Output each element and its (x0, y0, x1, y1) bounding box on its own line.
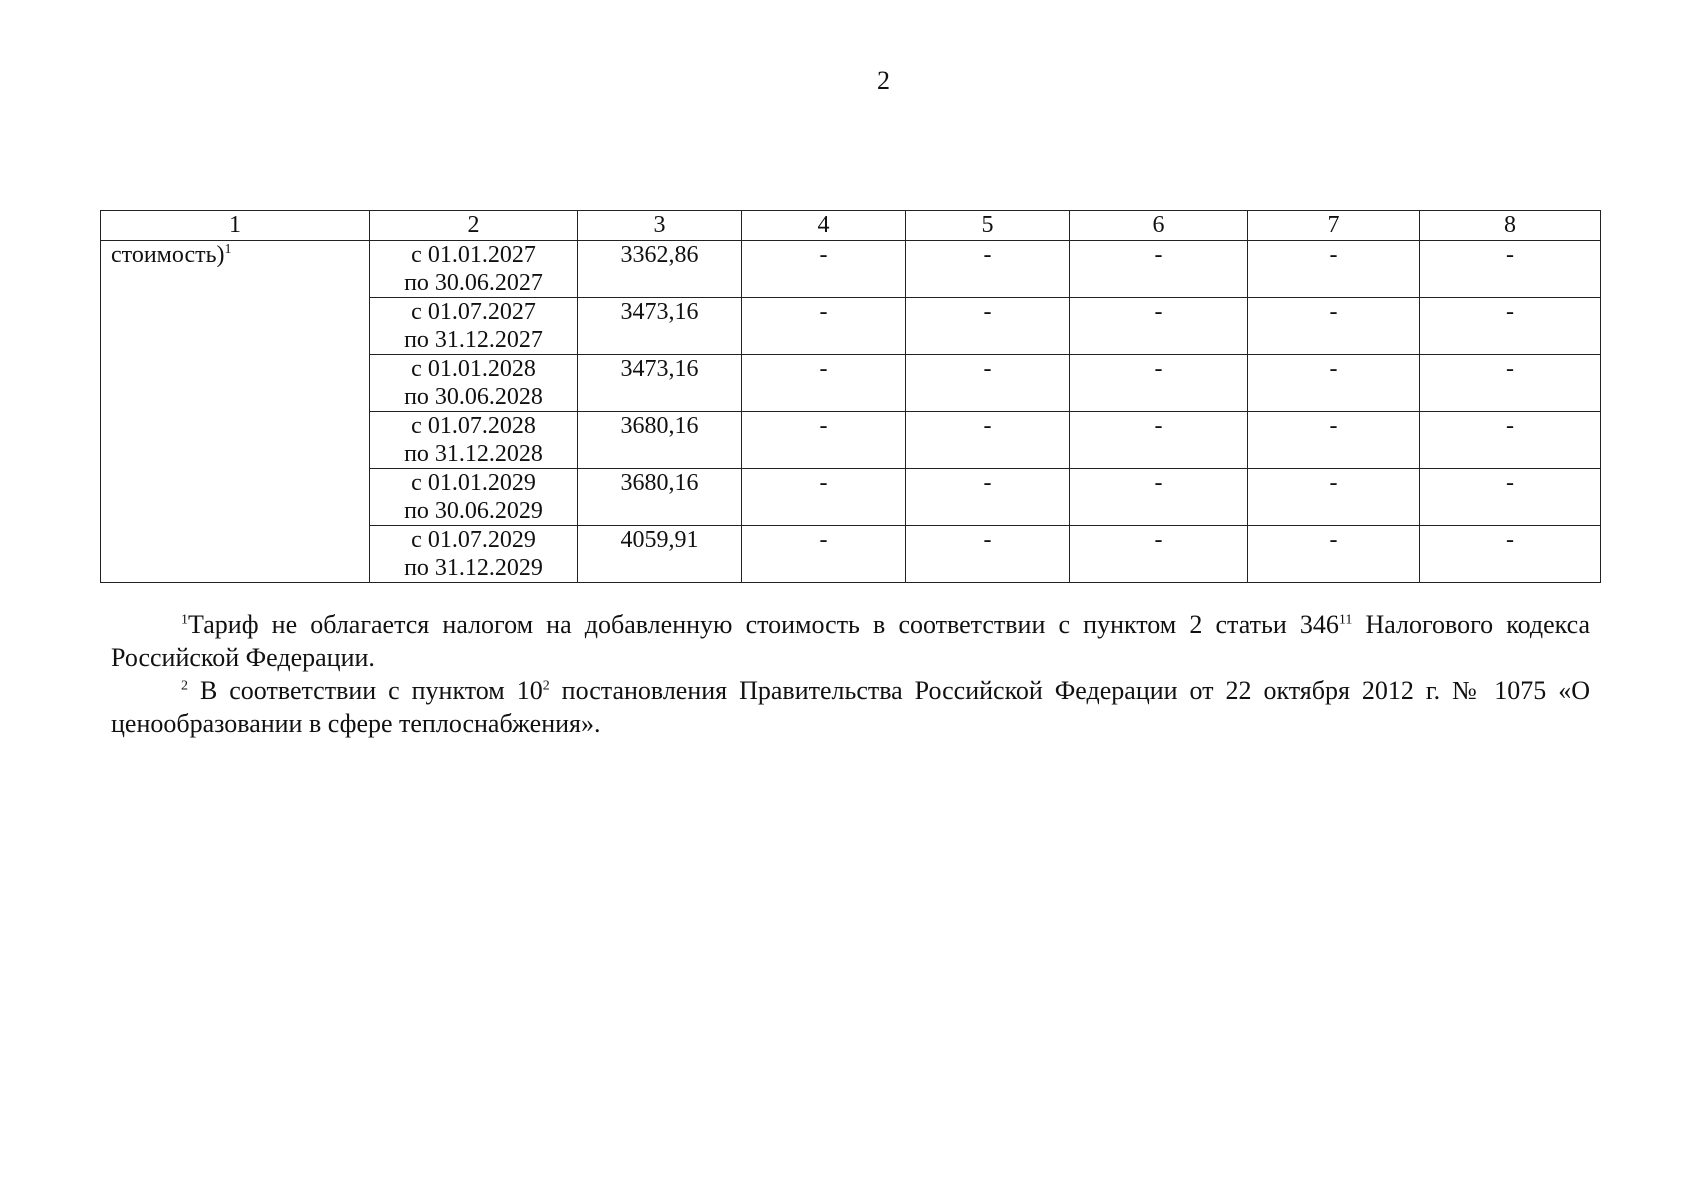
empty-value: - (1248, 241, 1420, 298)
column-header: 5 (906, 211, 1070, 241)
empty-value: - (1070, 355, 1248, 412)
column-header: 4 (742, 211, 906, 241)
footnote-text: Налогового кодекса Российской Федерации. (111, 610, 1590, 672)
footnote-superscript: 11 (1338, 612, 1353, 628)
tariff-value: 3680,16 (578, 469, 742, 526)
period-from: с 01.07.2029 (411, 527, 536, 553)
empty-value: - (906, 241, 1070, 298)
period-to: по 31.12.2027 (404, 327, 543, 353)
empty-value: - (1248, 526, 1420, 583)
period-to: по 31.12.2029 (404, 555, 543, 581)
empty-value: - (1248, 469, 1420, 526)
period-from: с 01.01.2029 (411, 470, 536, 496)
tariff-name-cell (101, 241, 370, 583)
empty-value: - (1420, 412, 1601, 469)
empty-value: - (742, 526, 906, 583)
period-to: по 30.06.2029 (404, 498, 543, 524)
footnote-text: Тариф не облагается налогом на добавленную стоимость в соответствии с пунктом 2 статьи 346 (188, 610, 1339, 639)
empty-value: - (1070, 412, 1248, 469)
empty-value: - (1070, 298, 1248, 355)
empty-value: - (742, 469, 906, 526)
empty-value: - (906, 412, 1070, 469)
tariff-value: 3473,16 (578, 355, 742, 412)
empty-value: - (906, 526, 1070, 583)
empty-value: - (906, 298, 1070, 355)
column-header: 2 (370, 211, 578, 241)
column-header: 6 (1070, 211, 1248, 241)
footnote-text: постановления Правительства Российской Федерации от 22 октября 2012 г. № 1075 «О ценообразовании в сфере теплоснабжения». (111, 676, 1590, 738)
period-cell (370, 469, 578, 526)
period-cell (370, 355, 578, 412)
period-to: по 30.06.2028 (404, 384, 543, 410)
tariff-value: 3362,86 (578, 241, 742, 298)
tariff-name-label: стоимость) (111, 242, 225, 268)
footnote-mark: 1 (181, 612, 188, 628)
page-number: 2 (877, 66, 890, 95)
tariff-table (100, 210, 1601, 583)
empty-value: - (742, 241, 906, 298)
tariff-value: 3473,16 (578, 298, 742, 355)
empty-value: - (906, 355, 1070, 412)
table-row (101, 241, 1601, 298)
footnote-1 (111, 608, 1590, 674)
empty-value: - (742, 355, 906, 412)
column-header: 8 (1420, 211, 1601, 241)
empty-value: - (1248, 412, 1420, 469)
empty-value: - (1420, 469, 1601, 526)
empty-value: - (906, 469, 1070, 526)
period-from: с 01.07.2027 (411, 299, 536, 325)
empty-value: - (1420, 355, 1601, 412)
period-cell (370, 526, 578, 583)
period-cell (370, 412, 578, 469)
empty-value: - (1420, 526, 1601, 583)
empty-value: - (1248, 355, 1420, 412)
period-cell (370, 241, 578, 298)
footnote-text: В соответствии с пунктом 10 (188, 676, 543, 705)
empty-value: - (1070, 469, 1248, 526)
empty-value: - (1420, 241, 1601, 298)
footnote-2 (111, 674, 1590, 740)
period-to: по 30.06.2027 (404, 270, 543, 296)
footnotes (111, 608, 1590, 740)
footnote-mark: 2 (181, 678, 188, 694)
period-from: с 01.07.2028 (411, 413, 536, 439)
column-header: 7 (1248, 211, 1420, 241)
tariff-value: 3680,16 (578, 412, 742, 469)
empty-value: - (1070, 526, 1248, 583)
empty-value: - (1070, 241, 1248, 298)
period-from: с 01.01.2028 (411, 356, 536, 382)
tariff-value: 4059,91 (578, 526, 742, 583)
footnote-ref: 1 (224, 242, 232, 257)
empty-value: - (742, 298, 906, 355)
empty-value: - (1420, 298, 1601, 355)
table-header-row (101, 211, 1601, 241)
period-cell (370, 298, 578, 355)
column-header: 3 (578, 211, 742, 241)
footnote-superscript: 2 (542, 678, 550, 694)
column-header: 1 (101, 211, 370, 241)
empty-value: - (1248, 298, 1420, 355)
period-to: по 31.12.2028 (404, 441, 543, 467)
period-from: с 01.01.2027 (411, 242, 536, 268)
empty-value: - (742, 412, 906, 469)
